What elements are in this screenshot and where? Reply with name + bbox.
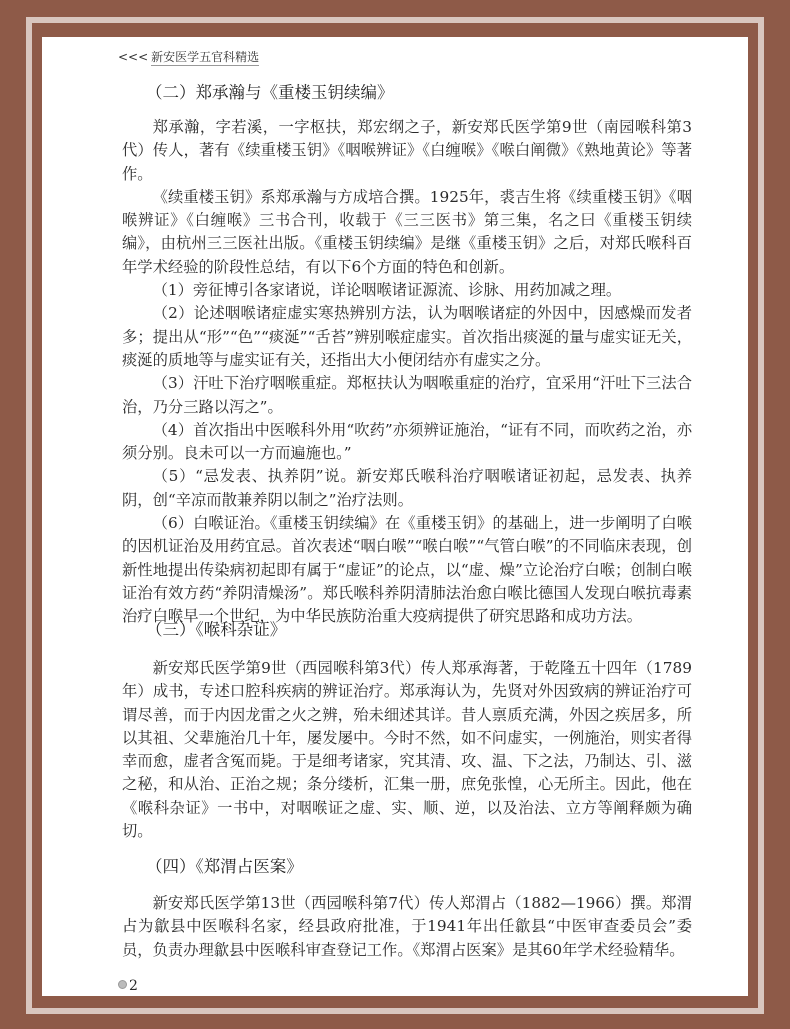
- section-heading-4: （四）《郑渭占医案》: [146, 857, 303, 876]
- section-body-2: [122, 116, 692, 629]
- paragraph: 郑承瀚，字若溪，一字枢扶，郑宏纲之子，新安郑氏医学第9世（南园喉科第3代）传人，著有《续重楼玉钥》《咽喉辨证》《白缠喉》《喉白阐微》《熟地黄论》等著作。: [122, 118, 692, 183]
- section-heading-2: （二）郑承瀚与《重楼玉钥续编》: [146, 83, 394, 102]
- page-number: [118, 978, 138, 994]
- section-body-4: [122, 892, 692, 962]
- book-page: [42, 37, 748, 996]
- back-marker: <<<: [118, 50, 149, 64]
- paragraph: 新安郑氏医学第13世（西园喉科第7代）传人郑渭占（1882—1966）撰。郑渭占为歙县中医喉科名家，经县政府批准，于1941年出任歙县“中医审查委员会”委员，负责办理歙县中医喉科审查登记工作。《郑渭占医案》是其60年学术经验精华。: [122, 894, 692, 959]
- section-heading-3: （三）《喉科杂证》: [146, 620, 287, 639]
- page-dot-icon: [118, 980, 127, 989]
- paragraph: 新安郑氏医学第9世（西园喉科第3代）传人郑承海著，于乾隆五十四年（1789年）成书，专述口腔科疾病的辨证治疗。郑承海认为，先贤对外因致病的辨证治疗可谓尽善，而于内因龙雷之火之辨，殆未细述其详。昔人禀质充满，外因之疾居多，所以其祖、父辈施治几十年，屡发屡中。今时不然，如不问虚实，一例施治，则实者得幸而愈，虚者含冤而毙。于是细考诸家，究其清、攻、温、下之法，乃制达、引、滋之秘，和从治、正治之规；条分缕析，汇集一册，庶免张惶，心无所主。因此，他在《喉科杂证》一书中，对咽喉证之虚、实、顺、逆，以及治法、立方等阐释颇为确切。: [122, 659, 692, 841]
- paragraph: 《续重楼玉钥》系郑承瀚与方成培合撰。1925年，裘吉生将《续重楼玉钥》《咽喉辨证》《白缠喉》三书合刊，收载于《三三医书》第三集，名之曰《重楼玉钥续编》，由杭州三三医社出版。《重楼玉钥续编》是继《重楼玉钥》之后，对郑氏喉科百年学术经验的阶段性总结，有以下6个方面的特色和创新。: [122, 187, 692, 276]
- running-head: [118, 48, 259, 65]
- paragraph: （3）汗吐下治疗咽喉重症。郑枢扶认为咽喉重症的治疗，宜采用“汗吐下三法合治，乃分三路以泻之”。: [122, 374, 692, 416]
- paragraph: （1）旁征博引各家诸说，详论咽喉诸证源流、诊脉、用药加减之理。: [152, 281, 622, 300]
- paragraph: （6）白喉证治。《重楼玉钥续编》在《重楼玉钥》的基础上，进一步阐明了白喉的因机证治及用药宜忌。首次表述“咽白喉”“喉白喉”“气管白喉”的不同临床表现，创新性地提出传染病初起即有属于“虚证”的论点，以“虚、燥”立论治疗白喉；创制白喉证治有效方药“养阴清燥汤”。郑氏喉科养阴清肺法治愈白喉比德国人发现白喉抗毒素治疗白喉早一个世纪，为中华民族防治重大疫病提供了研究思路和成功方法。: [122, 514, 692, 626]
- paragraph: （2）论述咽喉诸症虚实寒热辨别方法，认为咽喉诸症的外因中，因感燥而发者多；提出从“形”“色”“痰涎”“舌苔”辨别喉症虚实。首次指出痰涎的量与虚实证无关，痰涎的质地等与虚实证有关，还指出大小便闭结亦有虚实之分。: [122, 304, 692, 369]
- page-number-text: 2: [129, 978, 138, 994]
- paragraph: （4）首次指出中医喉科外用“吹药”亦须辨证施治，“证有不同，而吹药之治，亦须分别。良未可以一方而遍施也。”: [122, 420, 692, 463]
- paragraph: （5）“忌发表、执养阴”说。新安郑氏喉科治疗咽喉诸证初起，忌发表、执养阴，创“辛凉而散兼养阴以制之”治疗法则。: [122, 467, 692, 509]
- book-title: 新安医学五官科精选: [151, 50, 260, 64]
- section-body-3: [122, 657, 692, 843]
